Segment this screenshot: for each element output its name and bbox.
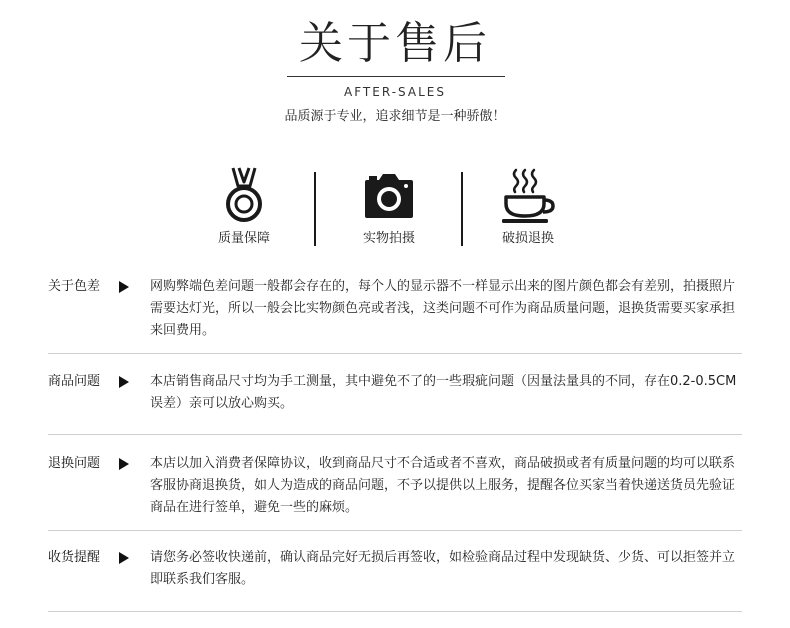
feature-divider — [461, 172, 463, 246]
page-title: 关于售后 — [299, 18, 491, 69]
feature-label: 实物拍摄 — [362, 231, 415, 246]
policy-text: 本店销售商品尺寸均为手工测量，其中避免不了的一些瑕疵问题（因量法量具的不同，存在0.2-0.5CM误差）亲可以放心购买。 — [150, 374, 737, 411]
policy-heading: 商品问题 — [48, 374, 101, 389]
feature-divider — [314, 172, 316, 246]
section-divider — [48, 434, 742, 435]
policy-heading: 关于色差 — [48, 279, 101, 294]
policy-heading: 收货提醒 — [48, 550, 101, 565]
feature-damage-return — [468, 166, 588, 248]
policy-text: 请您务必签收快递前，确认商品完好无损后再签收，如检验商品过程中发现缺货、少货、可以拒签并立即联系我们客服。 — [150, 550, 736, 587]
play-arrow-icon — [119, 376, 129, 388]
slogan: 品质源于专业，追求细节是一种骄傲！ — [284, 109, 506, 124]
section-divider — [48, 530, 742, 531]
play-arrow-icon — [119, 458, 129, 470]
play-arrow-icon — [119, 281, 129, 293]
policy-text: 本店以加入消费者保障协议，收到商品尺寸不合适或者不喜欢，商品破损或者有质量问题的均可以联系客服协商退换货，如人为造成的商品问题，不予以提供以上服务，提醒各位买家当着快递送货员先验证商品在进行签单，避免一些的麻烦。 — [150, 456, 736, 515]
feature-quality-guarantee — [184, 166, 304, 248]
feature-label: 质量保障 — [217, 231, 270, 246]
feature-real-photos — [329, 166, 449, 248]
title-underline — [287, 76, 505, 77]
camera-icon — [363, 166, 415, 224]
policy-text: 网购弊端色差问题一般都会存在的，每个人的显示器不一样显示出来的图片颜色都会有差别，拍摄照片需要达灯光，所以一般会比实物颜色亮或者浅，这类问题不可作为商品质量问题，退换货需要买家承担来回费用。 — [150, 279, 736, 338]
section-divider — [48, 611, 742, 612]
medal-icon — [224, 166, 264, 224]
coffee-cup-icon — [500, 166, 556, 224]
feature-label: 破损退换 — [501, 231, 554, 246]
section-divider — [48, 353, 742, 354]
policy-heading: 退换问题 — [48, 456, 101, 471]
play-arrow-icon — [119, 552, 129, 564]
page-subtitle: AFTER-SALES — [344, 85, 446, 99]
